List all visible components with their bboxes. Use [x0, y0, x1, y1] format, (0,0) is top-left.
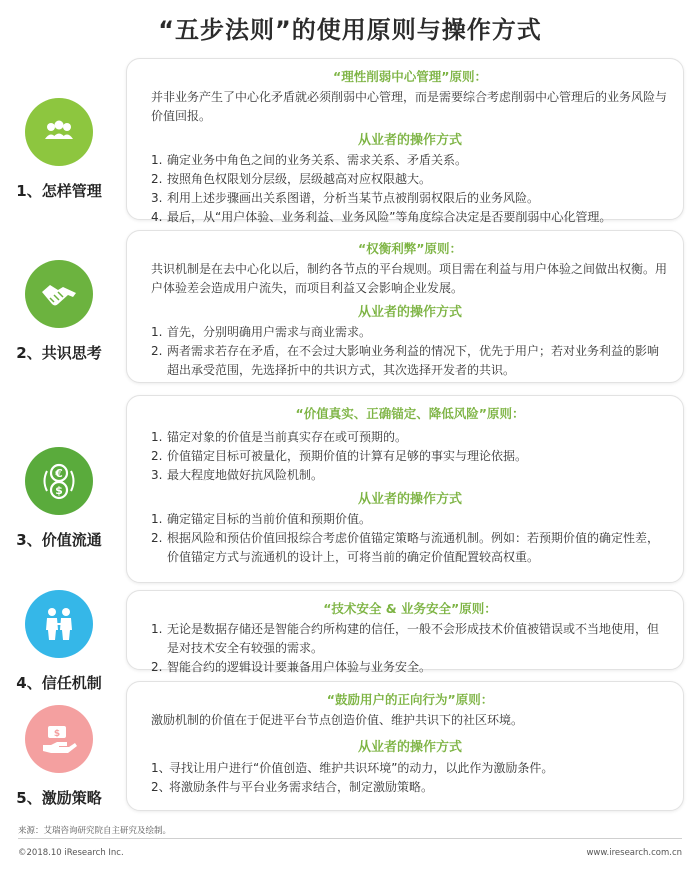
step-4-label: 4、信任机制 — [16, 674, 102, 692]
step-4-left — [0, 590, 118, 693]
step-1-principle: “理性削弱中心管理”原则： — [333, 69, 487, 84]
list-item: 2. 两者需求若存在矛盾，在不会过大影响业务利益的情况下，优先于用户；若对业务利益的影响超出承受范围，先选择折中的共识方式，其次选择开发者的共识。 — [151, 344, 660, 377]
step-1-list — [151, 151, 669, 227]
list-item: 1. 锚定对象的价值是当前真实存在或可预期的。 — [151, 430, 408, 444]
list-item: 2. 智能合约的逻辑设计要兼备用户体验与业务安全。 — [151, 660, 432, 674]
step-3-card — [126, 395, 684, 583]
step-1-icon-circle — [25, 98, 93, 166]
step-5-list — [151, 759, 669, 797]
step-3-list — [151, 510, 669, 567]
step-2-card — [126, 230, 684, 383]
step-2-icon-circle — [25, 260, 93, 328]
list-item: 1. 首先，分别明确用户需求与商业需求。 — [151, 325, 372, 339]
page-title: “五步法则”的使用原则与操作方式 — [158, 16, 542, 44]
step-3-principle: “价值真实、正确锚定、降低风险”原则： — [295, 406, 525, 421]
step-2-intro: 共识机制是在去中心化以后，制约各节点的平台规则。项目需在利益与用户体验之间做出权衡。用户体验差会造成用户流失，而项目利益又会影响企业发展。 — [151, 262, 668, 295]
step-4-principle: “技术安全 & 业务安全”原则： — [323, 601, 497, 616]
step-2-label: 2、共识思考 — [16, 344, 102, 362]
step-5-subtitle: 从业者的操作方式 — [357, 740, 462, 755]
list-item: 2. 根据风险和预估价值回报综合考虑价值锚定策略与流通机制。例如：若预期价值的确定性差，价值锚定方式与流通机的设计上，可将当前的确定价值配置较高权重。 — [151, 531, 660, 564]
step-3-principle-list — [151, 428, 669, 485]
step-4-card — [126, 590, 684, 674]
list-item: 3. 利用上述步骤画出关系图谱，分析当某节点被削弱权限后的业务风险。 — [151, 191, 540, 205]
step-3-label: 3、价值流通 — [16, 531, 102, 549]
step-1-label: 1、怎样管理 — [16, 182, 102, 200]
step-2-left — [0, 260, 118, 363]
list-item: 3. 最大程度地做好抗风险机制。 — [151, 468, 324, 482]
step-4-icon-circle — [25, 590, 93, 658]
step-3-left — [0, 447, 118, 550]
list-item: 4. 最后，从“用户体验、业务利益、业务风险”等角度综合决定是否要削弱中心化管理。 — [151, 210, 612, 224]
currency-exchange-icon — [37, 459, 81, 503]
step-1-left — [0, 98, 118, 201]
svg-text:$: $ — [55, 484, 63, 497]
step-2-principle: “权衡利弊”原则： — [358, 241, 462, 256]
list-item: 1. 无论是数据存储还是智能合约所构建的信任，一般不会形成技术价值被错误或不当地使用，但是对技术安全有较强的需求。 — [151, 622, 660, 655]
group-icon — [37, 110, 81, 154]
business-people-icon — [37, 602, 81, 646]
step-5-label: 5、激励策略 — [16, 789, 102, 807]
handshake-icon — [37, 272, 81, 316]
step-3-subtitle: 从业者的操作方式 — [357, 492, 462, 507]
step-5-icon-circle — [25, 705, 93, 773]
step-5-card — [126, 681, 684, 811]
list-item: 1、 寻找让用户进行“价值创造、维护共识环境”的动力，以此作为激励条件。 — [151, 761, 554, 775]
reward-hand-icon — [37, 717, 81, 761]
step-5-intro: 激励机制的价值在于促进平台节点创造价值、维护共识下的社区环境。 — [151, 713, 524, 727]
step-4-list — [151, 620, 669, 677]
list-item: 2. 按照角色权限划分层级，层级越高对应权限越大。 — [151, 172, 432, 186]
site-url: www.iresearch.com.cn — [586, 848, 682, 858]
copyright: ©2018.10 iResearch Inc. — [18, 848, 124, 858]
list-item: 1. 确定锚定目标的当前价值和预期价值。 — [151, 512, 372, 526]
step-1-card — [126, 58, 684, 224]
step-5-principle: “鼓励用户的正向行为”原则： — [326, 692, 494, 707]
footer-divider — [18, 838, 682, 839]
step-2-list — [151, 323, 669, 380]
source-note: 来源：艾瑞咨询研究院自主研究及绘制。 — [18, 826, 172, 836]
list-item: 2、 将激励条件与平台业务需求结合，制定激励策略。 — [151, 780, 434, 794]
svg-text:$: $ — [53, 729, 61, 739]
step-2-subtitle: 从业者的操作方式 — [357, 305, 462, 320]
step-3-icon-circle — [25, 447, 93, 515]
list-item: 2. 价值锚定目标可被量化，预期价值的计算有足够的事实与理论依据。 — [151, 449, 528, 463]
list-item: 1. 确定业务中角色之间的业务关系、需求关系、矛盾关系。 — [151, 153, 468, 167]
step-1-intro: 并非业务产生了中心化矛盾就必须削弱中心管理，而是需要综合考虑削弱中心管理后的业务风险与价值回报。 — [151, 90, 668, 123]
step-5-left — [0, 705, 118, 808]
step-1-subtitle: 从业者的操作方式 — [357, 133, 462, 148]
svg-text:€: € — [55, 467, 63, 480]
